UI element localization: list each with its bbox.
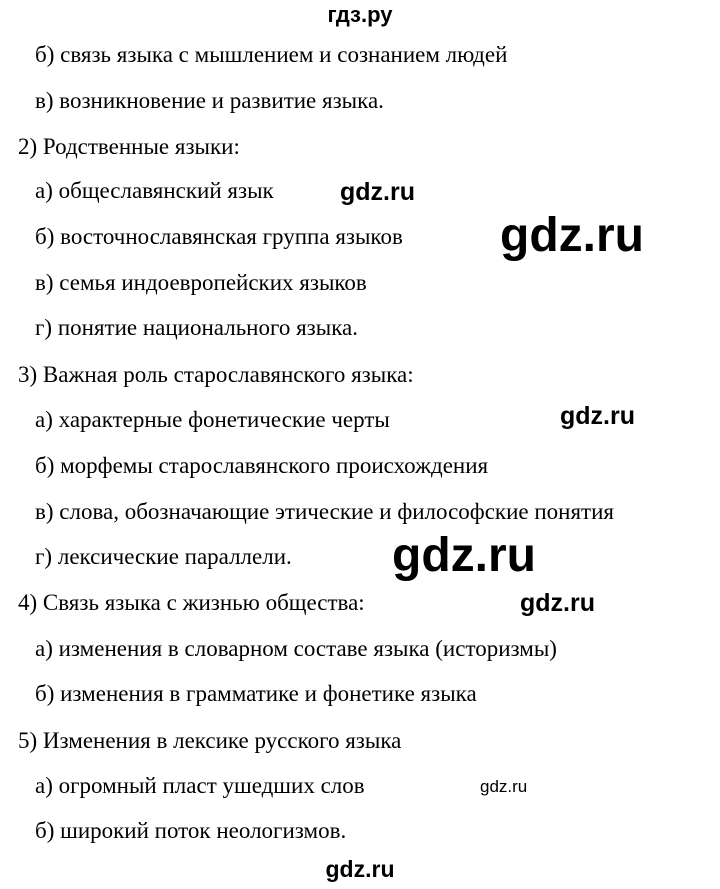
section-heading: 3) Важная роль старославянского языка: bbox=[18, 362, 414, 387]
list-item: а) характерные фонетические черты bbox=[35, 407, 390, 432]
list-item: а) общеславянский язык bbox=[35, 178, 274, 203]
section-heading: 2) Родственные языки: bbox=[18, 134, 240, 159]
footer-watermark: gdz.ru bbox=[325, 856, 395, 882]
watermark: gdz.ru bbox=[392, 529, 536, 582]
list-item: в) слова, обозначающие этические и философские понятия bbox=[35, 499, 614, 524]
list-item: б) изменения в грамматике и фонетике языка bbox=[35, 681, 477, 706]
list-item: б) связь языка с мышлением и сознанием людей bbox=[35, 42, 508, 67]
list-item: б) морфемы старославянского происхождения bbox=[35, 453, 489, 478]
section-heading: 4) Связь языка с жизнью общества: bbox=[18, 590, 365, 615]
watermark: gdz.ru bbox=[500, 209, 644, 262]
list-item: а) изменения в словарном составе языка (историзмы) bbox=[35, 636, 557, 661]
list-item: б) восточнославянская группа языков bbox=[35, 224, 403, 249]
list-item: в) возникновение и развитие языка. bbox=[35, 88, 384, 113]
list-item: г) понятие национального языка. bbox=[35, 315, 358, 340]
list-item: г) лексические параллели. bbox=[35, 544, 292, 569]
list-item: б) широкий поток неологизмов. bbox=[35, 818, 347, 843]
site-title: гдз.ру bbox=[327, 2, 393, 27]
watermark: gdz.ru bbox=[560, 402, 635, 430]
watermark: gdz.ru bbox=[340, 178, 415, 206]
list-item: а) огромный пласт ушедших слов bbox=[35, 773, 365, 798]
section-heading: 5) Изменения в лексике русского языка bbox=[18, 728, 402, 753]
watermark: gdz.ru bbox=[480, 777, 528, 796]
list-item: в) семья индоевропейских языков bbox=[35, 270, 367, 295]
watermark: gdz.ru bbox=[520, 589, 595, 617]
